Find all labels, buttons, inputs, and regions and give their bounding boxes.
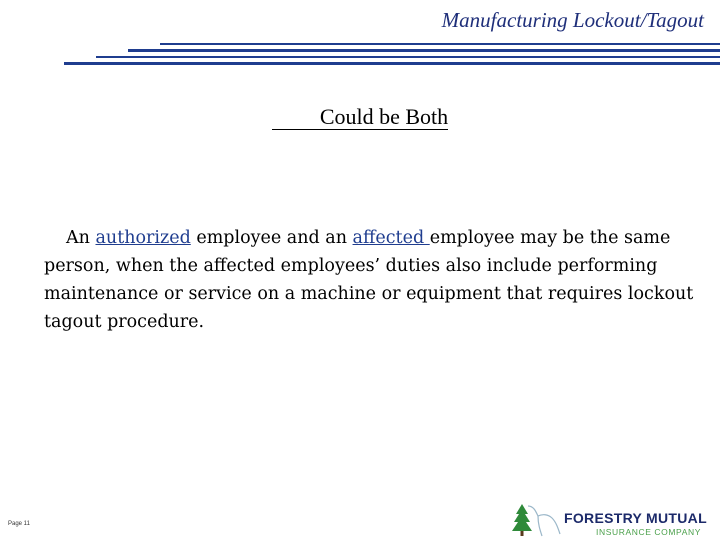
page-number: Page 11 — [8, 521, 30, 527]
tree-icon — [512, 500, 564, 538]
logo-subtitle: INSURANCE COMPANY — [596, 527, 701, 537]
body-text-part-3: employee may be the same person, when the affected employees’ duties also include performing maintenance or service on a machine or equipment that requires lockout tagout procedure. — [44, 228, 694, 332]
body-paragraph — [44, 224, 704, 336]
company-logo — [512, 496, 718, 538]
header-rule-2 — [128, 49, 720, 52]
slide-title — [0, 104, 720, 130]
logo-name: FORESTRY MUTUAL — [564, 510, 707, 526]
header-rule-1 — [160, 43, 720, 45]
body-text-part-2: employee and an — [190, 228, 353, 248]
header-rule-4 — [64, 62, 720, 65]
body-text-part-1: An — [66, 228, 96, 248]
header-rule-3 — [96, 56, 720, 58]
authorized-term: authorized — [95, 228, 191, 248]
affected-term: affected — [352, 228, 430, 248]
slide-title-text: Could be Both — [272, 104, 448, 130]
header-title: Manufacturing Lockout/Tagout — [441, 8, 704, 32]
